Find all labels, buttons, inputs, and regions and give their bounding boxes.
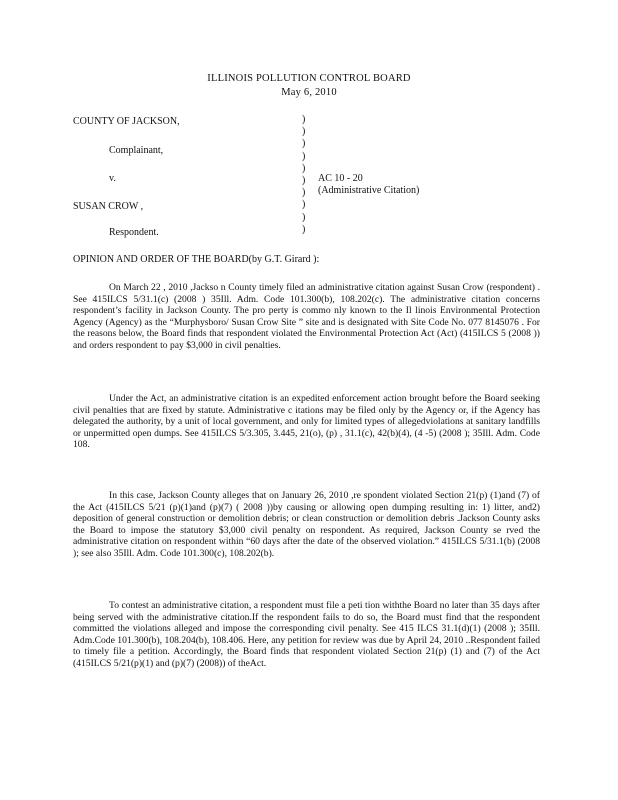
opinion-heading: OPINION AND ORDER OF THE BOARD(by G.T. Girard ): [73, 254, 320, 265]
complainant-label: Complainant, [109, 145, 164, 156]
paren: ) [302, 150, 306, 162]
paren: ) [302, 114, 306, 125]
plaintiff-name: COUNTY OF JACKSON, [73, 116, 180, 127]
paren: ) [302, 138, 306, 150]
paragraph-2 [73, 393, 540, 451]
paren: ) [302, 199, 306, 211]
board-title: ILLINOIS POLLUTION CONTROL BOARD [207, 73, 411, 84]
paren: ) [302, 211, 306, 223]
defendant-name: SUSAN CROW , [73, 201, 144, 212]
paragraph-3-text: In this case, Jackson County alleges that on January 26, 2010 ,re spondent violated Section 21(p) (1)and (7) of the Act (415ILCS 5/21 (p)(1)and (p)(7) ( 2008 ))by causing or allowing open dumping resulting in: 1) litter, and2) deposition of general construction or demolition debris; or clean construction or demolition debris .Jackson County asks the Board to impose the statutory $3,000 civil penalty on respondent. As required, Jackson County se rved the administrative citation on respondent within “60 days after the date of the observed violation.” 415ILCS 5/31.1(b) (2008 ); see also 35Ill. Adm. Code 101.300(c), 108.202(b). [73, 490, 540, 559]
paragraph-1-text: On March 22 , 2010 ,Jackso n County timely filed an administrative citation against Susan Crow (respondent) . See 415ILCS 5/31.1(c) (2008 ) 35Ill. Adm. Code 101.300(b), 108.202(c). The administrative citation concerns respondent’s facility in Jackson County. The pro perty is commo nly known to the Il linois Environmental Protection Agency (Agency) as the “Murphysboro/ Susan Crow Site ” site and is designated with Site Code No. 077 8145076 . For the reasons below, the Board finds that respondent violated the Environmental Protection Act (Act) (415ILCS 5 (2008 )) and orders respondent to pay $3,000 in civil penalties. [73, 282, 540, 351]
respondent-label: Respondent. [109, 227, 159, 238]
paren: ) [302, 162, 306, 174]
paren: ) [302, 174, 306, 186]
paren: ) [302, 223, 306, 235]
paragraph-4 [73, 600, 540, 670]
caption-parentheses [302, 114, 305, 236]
paragraph-4-text: To contest an administrative citation, a respondent must file a peti tion withthe Board no later than 35 days after being served with the administrative citation.If the respondent fails to do so, the Board must find that the respondent committed the violations alleged and impose the corresponding civil penalty. See 415 ILCS 31.1(d)(1) (2008 ); 35Ill. Adm.Code 101.300(b), 108.204(b), 108.406. Here, any petition for review was due by April 24, 2010 ..Respondent failed to timely file a petition. Accordingly, the Board finds that respondent violated Section 21(p) (1) and (7) of the Act (415ILCS 5/21(p)(1) and (p)(7) (2008)) of theAct. [73, 600, 540, 669]
paren: ) [302, 187, 306, 199]
paragraph-1 [73, 282, 540, 352]
case-type: (Administrative Citation) [318, 185, 420, 196]
document-date: May 6, 2010 [281, 87, 337, 98]
case-number: AC 10 - 20 [318, 173, 363, 184]
versus-label: v. [109, 173, 116, 184]
paragraph-3 [73, 490, 540, 560]
paragraph-2-text: Under the Act, an administrative citation is an expedited enforcement action brought before the Board seeking civil penalties that are fixed by statute. Administrative c itations may be filed only by the Agency or, if the Agency has delegated the authority, by a unit of local government, and only for limited types of allegedviolations at sanitary landfills or unpermitted open dumps. See 415ILCS 5/3.305, 3.445, 21(o), (p) , 31.1(c), 42(b)(4), (4 -5) (2008 ); 35Ill. Adm. Code 108. [73, 393, 540, 451]
paren: ) [302, 126, 306, 138]
